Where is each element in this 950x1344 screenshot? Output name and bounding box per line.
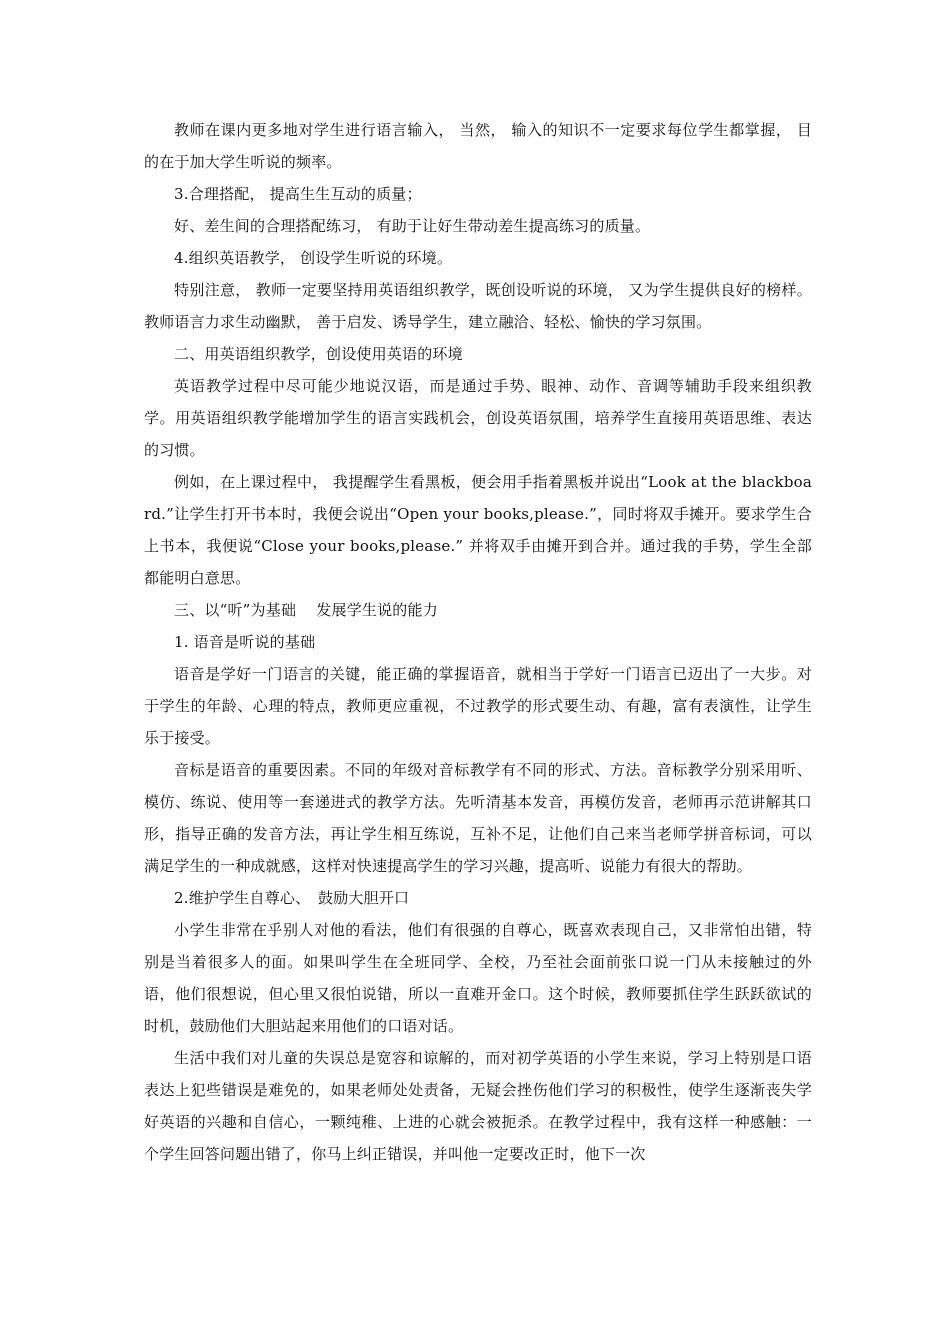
paragraph: 英语教学过程中尽可能少地说汉语，而是通过手势、眼神、动作、音调等辅助手段来组织教学。用英语组织教学能增加学生的语言实践机会，创设英语氛围，培养学生直接用英语思维、表达的习惯。 [144,377,812,459]
document-body [144,114,812,1170]
paragraph: 音标是语音的重要因素。不同的年级对音标教学有不同的形式、方法。音标教学分别采用听、模仿、练说、使用等一套递进式的教学方法。先听清基本发音，再模仿发音，老师再示范讲解其口形，指导正确的发音方法，再让学生相互练说，互补不足，让他们自己来当老师学拼音标词，可以满足学生的一种成就感，这样对快速提高学生的学习兴趣，提高听、说能力有很大的帮助。 [144,761,812,875]
list-heading: 3.合理搭配， 提高生生互动的质量； [174,185,422,203]
paragraph: 生活中我们对儿童的失误总是宽容和谅解的，而对初学英语的小学生来说，学习上特别是口语表达上犯些错误是难免的，如果老师处处责备，无疑会挫伤他们学习的积极性，使学生逐渐丧失学好英语的兴趣和自信心，一颗纯稚、上进的心就会被扼杀。在教学过程中，我有这样一种感触：一个学生回答问题出错了，你马上纠正错误，并叫他一定要改正时，他下一次 [144,1049,812,1163]
paragraph: 教师在课内更多地对学生进行语言输入， 当然， 输入的知识不一定要求每位学生都掌握， 目的在于加大学生听说的频率。 [144,121,812,171]
section-heading: 二、用英语组织教学，创设使用英语的环境 [174,345,463,363]
paragraph: 小学生非常在乎别人对他的看法，他们有很强的自尊心，既喜欢表现自己，又非常怕出错，特别是当着很多人的面。如果叫学生在全班同学、全校，乃至社会面前张口说一门从未接触过的外语，他们很想说，但心里又很怕说错，所以一直难开金口。这个时候，教师要抓住学生跃跃欲试的时机，鼓励他们大胆站起来用他们的口语对话。 [144,921,812,1035]
section-heading: 三、以“听”为基础 发展学生说的能力 [174,601,438,619]
list-heading: 2.维护学生自尊心、 鼓励大胆开口 [174,889,410,907]
list-heading: 1. 语音是听说的基础 [174,633,316,651]
list-heading: 4.组织英语教学， 创设学生听说的环境。 [174,249,453,267]
paragraph: 特别注意， 教师一定要坚持用英语组织教学，既创设听说的环境， 又为学生提供良好的榜样。教师语言力求生动幽默， 善于启发、诱导学生，建立融洽、轻松、愉快的学习氛围。 [144,281,812,331]
paragraph: 好、差生间的合理搭配练习， 有助于让好生带动差生提高练习的质量。 [174,217,651,235]
paragraph: 例如，在上课过程中， 我提醒学生看黑板，便会用手指着黑板并说出“Look at the blackboard.”让学生打开书本时，我便会说出“Open your books,please.”，同时将双手摊开。要求学生合上书本，我便说“Close your books,please.” 并将双手由摊开到合并。通过我的手势，学生全部都能明白意思。 [144,473,812,587]
paragraph: 语音是学好一门语言的关键，能正确的掌握语音，就相当于学好一门语言已迈出了一大步。对于学生的年龄、心理的特点，教师更应重视，不过教学的形式要生动、有趣，富有表演性，让学生乐于接受。 [144,665,812,747]
